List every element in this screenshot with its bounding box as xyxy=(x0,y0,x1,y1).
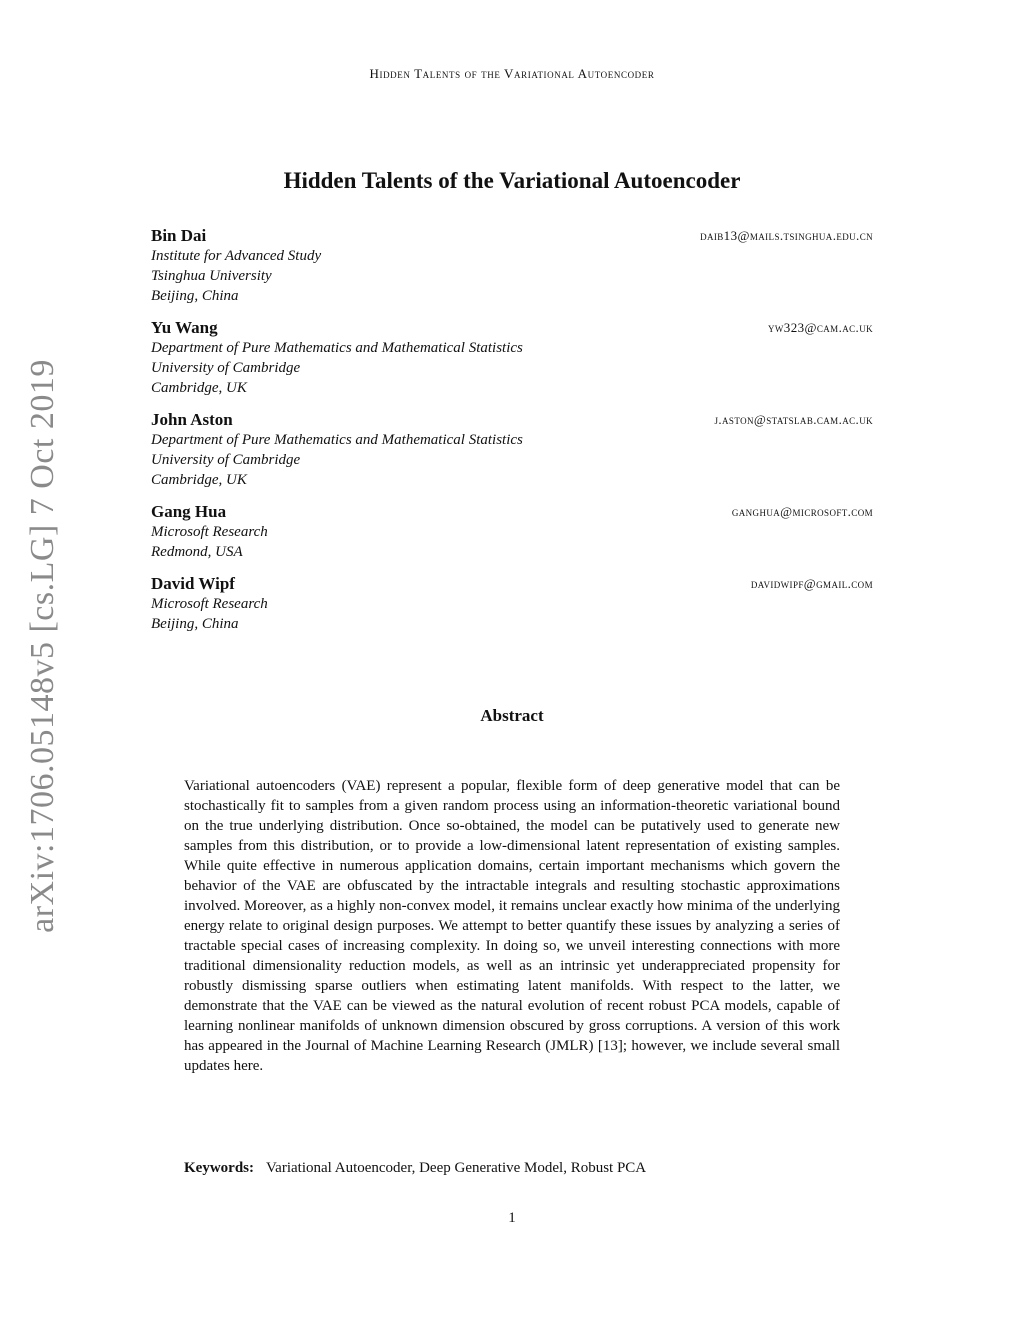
author-email[interactable]: davidwipf@gmail.com xyxy=(750,576,873,591)
author-block xyxy=(151,410,873,490)
author-block xyxy=(151,502,873,562)
arxiv-stamp-text: arXiv:1706.05148v5 [cs.LG] 7 Oct 2019 xyxy=(24,359,61,933)
author-email[interactable]: ganghua@microsoft.com xyxy=(731,504,873,519)
author-affiliation-line: Institute for Advanced Study xyxy=(151,248,322,264)
author-name: Bin Dai xyxy=(151,226,207,245)
keywords-text: Variational Autoencoder, Deep Generative Model, Robust PCA xyxy=(266,1160,647,1176)
author-affiliation-line: University of Cambridge xyxy=(151,452,301,468)
author-affiliation-line: Beijing, China xyxy=(151,288,239,304)
keywords xyxy=(184,1160,840,1177)
author-affiliation-line: Department of Pure Mathematics and Mathematical Statistics xyxy=(151,340,523,356)
page-number: 1 xyxy=(508,1210,516,1226)
author-block xyxy=(151,574,873,634)
author-name: Gang Hua xyxy=(151,502,227,521)
author-name: David Wipf xyxy=(151,574,235,593)
author-block xyxy=(151,226,873,306)
author-email[interactable]: daib13@mails.tsinghua.edu.cn xyxy=(700,228,873,243)
author-name: John Aston xyxy=(151,410,233,429)
paper-title: Hidden Talents of the Variational Autoencoder xyxy=(283,168,741,193)
author-affiliation-line: Microsoft Research xyxy=(151,524,268,540)
author-affiliation-line: Tsinghua University xyxy=(151,268,272,284)
keywords-label: Keywords: xyxy=(184,1160,254,1176)
author-affiliation-line: Redmond, USA xyxy=(151,544,243,560)
author-block xyxy=(151,318,873,398)
author-affiliation-line: Cambridge, UK xyxy=(151,472,247,488)
author-affiliation-line: Cambridge, UK xyxy=(151,380,247,396)
author-affiliation-line: Beijing, China xyxy=(151,616,239,632)
running-head: Hidden Talents of the Variational Autoencoder xyxy=(369,66,655,81)
author-affiliation-line: University of Cambridge xyxy=(151,360,301,376)
author-list xyxy=(151,226,873,646)
author-affiliation-line: Department of Pure Mathematics and Mathematical Statistics xyxy=(151,432,523,448)
author-email[interactable]: yw323@cam.ac.uk xyxy=(768,320,873,335)
abstract-text: Variational autoencoders (VAE) represent a popular, flexible form of deep generative model that can be stochastically fit to samples from a given random process using an information-theoretic variational bound on the true underlying distribution. Once so-obtained, the model can be putatively used to generate new samples from this distribution, or to provide a low-dimensional latent representation of existing samples. While quite effective in numerous application domains, certain important mechanisms which govern the behavior of the VAE are obfuscated by the intractable integrals and resulting stochastic approximations involved. Moreover, as a highly non-convex model, it remains unclear exactly how minima of the underlying energy relate to original design purposes. We attempt to better quantify these issues by analyzing a series of tractable special cases of increasing complexity. In doing so, we unveil interesting connections with more traditional dimensionality reduction models, as well as an intrinsic yet underappreciated propensity for robustly dismissing sparse outliers when estimating latent manifolds. With respect to the latter, we demonstrate that the VAE can be viewed as the natural evolution of recent robust PCA models, capable of learning nonlinear manifolds of unknown dimension obscured by gross corruptions. A version of this work has appeared in the Journal of Machine Learning Research (JMLR) [13]; however, we include several small updates here. xyxy=(184,778,840,1074)
abstract-heading: Abstract xyxy=(480,706,544,725)
author-name: Yu Wang xyxy=(151,318,218,337)
author-affiliation-line: Microsoft Research xyxy=(151,596,268,612)
author-email[interactable]: j.aston@statslab.cam.ac.uk xyxy=(714,412,873,427)
